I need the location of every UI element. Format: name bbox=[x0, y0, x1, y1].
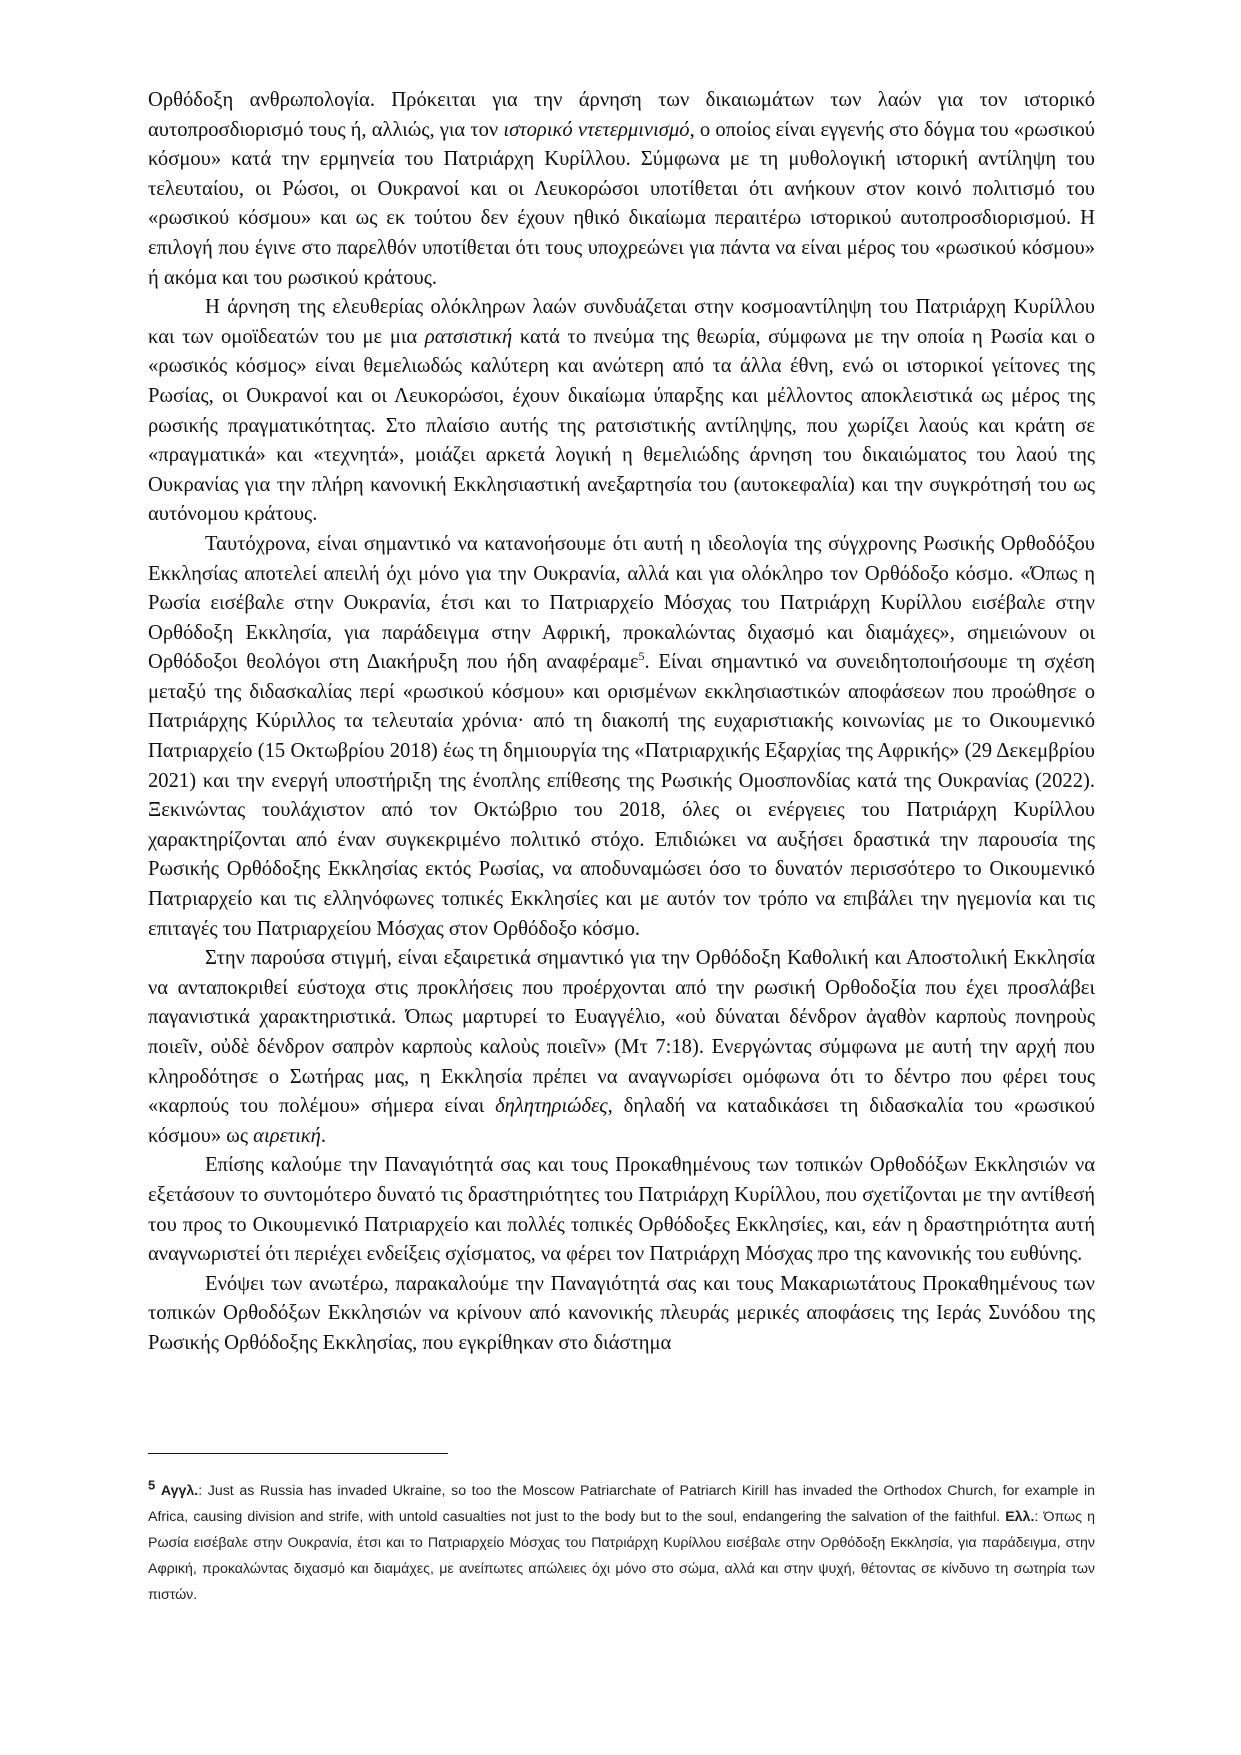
paragraph bbox=[148, 1270, 1095, 1359]
footnote-greek-label: Ελλ. bbox=[1005, 1509, 1035, 1525]
text-run: . Είναι σημαντικό να συνειδητοποιήσουμε τη σχέση μεταξύ της διδασκαλίας περί «ρωσικού κόσμου» και ορισμένων εκκλησιαστικών αποφάσεων που προώθησε ο Πατριάρχης Κύριλλος τα τελευταία χρόνια· από τη διακοπή της ευχαριστιακής κοινωνίας με το Οικουμενικό Πατριαρχείο (15 Οκτωβρίου 2018) έως τη δημιουργία της «Πατριαρχικής Εξαρχίας της Αφρικής» (29 Δεκεμβρίου 2021) και την ενεργή υποστήριξη της ένοπλης επίθεσης της Ρωσικής Ομοσπονδίας κατά της Ουκρανίας (2022). Ξεκινώντας τουλάχιστον από τον Οκτώβριο του 2018, όλες οι ενέργειες του Πατριάρχη Κυρίλλου χαρακτηρίζονται από έναν συγκεκριμένο πολιτικό στόχο. Επιδιώκει να αυξήσει δραστικά την παρουσία της Ρωσικής Ορθόδοξης Εκκλησίας εκτός Ρωσίας, να αποδυναμώσει όσο το δυνατόν περισσότερο το Οικουμενικό Πατριαρχείο και τις ελληνόφωνες τοπικές Εκκλησίες και με αυτόν τον τρόπο να επιβάλει την ηγεμονία και τις επιταγές του Πατριαρχείου Μόσχας στον Ορθόδοξο κόσμο. bbox=[148, 651, 1095, 940]
text-run: Ορθόδοξη ανθρωπολογία. Πρόκειται για την άρνηση των δικαιωμάτων των λαών για τον ιστορικό αυτοπροσδιορισμό τους ή, αλλιώς, για τον bbox=[148, 89, 1095, 141]
text-run: , δηλαδή να καταδικάσει τη διδασκαλία του «ρωσικού κόσμου» ως bbox=[148, 1095, 1095, 1147]
paragraph bbox=[148, 86, 1095, 293]
text-run: . bbox=[320, 1124, 327, 1147]
footnote-5 bbox=[148, 1478, 1095, 1608]
italic-text: ιστορικό ντετερμινισμό bbox=[503, 118, 690, 141]
text-run: Ενόψει των ανωτέρω, παρακαλούμε την Παναγιότητά σας και τους Μακαριωτάτους Προκαθημένους των τοπικών Ορθοδόξων Εκκλησιών να κρίνουν από κανονικής πλευράς μερικές αποφάσεις της Ιεράς Συνόδου της Ρωσικής Ορθόδοξης Εκκλησίας, που εγκρίθηκαν στο διάστημα bbox=[148, 1272, 1095, 1354]
body-text bbox=[148, 86, 1095, 1359]
text-run: Η άρνηση της ελευθερίας ολόκληρων λαών συνδυάζεται στην κοσμοαντίληψη του Πατριάρχη Κυρίλλου και των ομοϊδεατών του με μια bbox=[148, 296, 1095, 348]
text-run: Ταυτόχρονα, είναι σημαντικό να κατανοήσουμε ότι αυτή η ιδεολογία της σύγχρονης Ρωσικής Ορθοδόξου Εκκλησίας αποτελεί απειλή όχι μόνο για την Ουκρανία, αλλά και για ολόκληρο τον Ορθόδοξο κόσμο. «Όπως η Ρωσία εισέβαλε στην Ουκρανία, έτσι και το Πατριαρχείο Μόσχας του Πατριάρχη Κυρίλλου εισέβαλε στην Ορθόδοξη Εκκλησία, για παράδειγμα στην Αφρική, προκαλώντας διχασμό και διαμάχες», σημειώνουν οι Ορθόδοξοι θεολόγοι στη Διακήρυξη που ήδη αναφέραμε bbox=[148, 532, 1095, 674]
footnote-english-label: Αγγλ. bbox=[160, 1483, 199, 1499]
paragraph bbox=[148, 944, 1095, 1151]
text-run: Επίσης καλούμε την Παναγιότητά σας και τους Προκαθημένους των τοπικών Ορθοδόξων Εκκλησιών να εξετάσουν το συντομότερο δυνατό τις δραστηριότητες του Πατριάρχη Κυρίλλου, που σχετίζονται με την αντίθεσή του προς το Οικουμενικό Πατριαρχείο και πολλές τοπικές Ορθόδοξες Εκκλησίες, και, εάν η δραστηριότητα αυτή αναγνωριστεί ότι περιέχει ενδείξεις σχίσματος, να φέρει τον Πατριάρχη Μόσχας προ της κανονικής του ευθύνης. bbox=[148, 1154, 1095, 1266]
italic-text: ρατσιστική bbox=[424, 325, 513, 348]
text-run: , ο οποίος είναι εγγενής στο δόγμα του «ρωσικού κόσμου» κατά την ερμηνεία του Πατριάρχη Κυρίλλου. Σύμφωνα με τη μυθολογική ιστορική αντίληψη του τελευταίου, οι Ρώσοι, οι Ουκρανοί και οι Λευκορώσοι υποτίθεται ότι ανήκουν στον κοινό πολιτισμό του «ρωσικού κόσμου» και ως εκ τούτου δεν έχουν ηθικό δικαίωμα περαιτέρω ιστορικού αυτοπροσδιορισμού. Η επιλογή που έγινε στο παρελθόν υποτίθεται ότι τους υποχρεώνει για πάντα να είναι μέρος του «ρωσικού κόσμου» ή ακόμα και του ρωσικού κράτους. bbox=[148, 118, 1095, 289]
paragraph bbox=[148, 293, 1095, 530]
paragraph bbox=[148, 1151, 1095, 1269]
paragraph bbox=[148, 530, 1095, 944]
footnote-separator bbox=[148, 1453, 448, 1454]
footnote-greek-text: : Όπως η Ρωσία εισέβαλε στην Ουκρανία, έτσι και το Πατριαρχείο Μόσχας του Πατριάρχη Κυρίλλου εισέβαλε στην Ορθόδοξη Εκκλησία, για παράδειγμα, στην Αφρική, προκαλώντας διχασμό και διαμάχες, με ανείπωτες απώλειες όχι μόνο στο σώμα, αλλά και στην ψυχή, θέτοντας σε κίνδυνο τη σωτηρία των πιστών. bbox=[148, 1509, 1095, 1603]
footnote-reference: 5 bbox=[638, 649, 645, 664]
text-run: Στην παρούσα στιγμή, είναι εξαιρετικά σημαντικό για την Ορθόδοξη Καθολική και Αποστολική Εκκλησία να ανταποκριθεί εύστοχα στις προκλήσεις που προέρχονται από την ρωσική Ορθοδοξία που έχει προσλάβει παγανιστικά χαρακτηριστικά. Όπως μαρτυρεί το Ευαγγέλιο, «οὐ δύναται δένδρον ἀγαθὸν καρποὺς πονηροὺς ποιεῖν, οὐδὲ δένδρον σαπρὸν καρποὺς καλοὺς ποιεῖν» (Μτ 7:18). Ενεργώντας σύμφωνα με αυτή την αρχή που κληροδότησε ο Σωτήρας μας, η Εκκλησία πρέπει να αναγνωρίσει ομόφωνα ότι το δέντρο που φέρει τους «καρπούς του πολέμου» σήμερα είναι bbox=[148, 947, 1095, 1118]
text-run: κατά το πνεύμα της θεωρία, σύμφωνα με την οποία η Ρωσία και ο «ρωσικός κόσμος» είναι θεμελιωδώς καλύτερη και ανώτερη από τα άλλα έθνη, ενώ οι ιστορικοί γείτονες της Ρωσίας, οι Ουκρανοί και οι Λευκορώσοι, έχουν δικαίωμα ύπαρξης και μέλλοντος αποκλειστικά ως μέρος της ρωσικής πραγματικότητας. Στο πλαίσιο αυτής της ρατσιστικής αντίληψης, που χωρίζει λαούς και κράτη σε «πραγματικά» και «τεχνητά», μοιάζει αρκετά λογική η θεμελιώδης άρνηση του δικαιώματος του λαού της Ουκρανίας για την πλήρη κανονική Εκκλησιαστική ανεξαρτησία του (αυτοκεφαλία) και την συγκρότησή του ως αυτόνομου κράτους. bbox=[148, 325, 1095, 526]
italic-text: αιρετική bbox=[253, 1124, 321, 1147]
footnote-number: 5 bbox=[148, 1477, 156, 1493]
italic-text: δηλητηριώδες bbox=[495, 1095, 608, 1118]
footnote-english-text: : Just as Russia has invaded Ukraine, so too the Moscow Patriarchate of Patriarch Kirill has invaded the Orthodox Church, for example in Africa, causing division and strife, with untold casualties not just to the body but to the soul, endangering the salvation of the faithful. bbox=[148, 1483, 1095, 1525]
